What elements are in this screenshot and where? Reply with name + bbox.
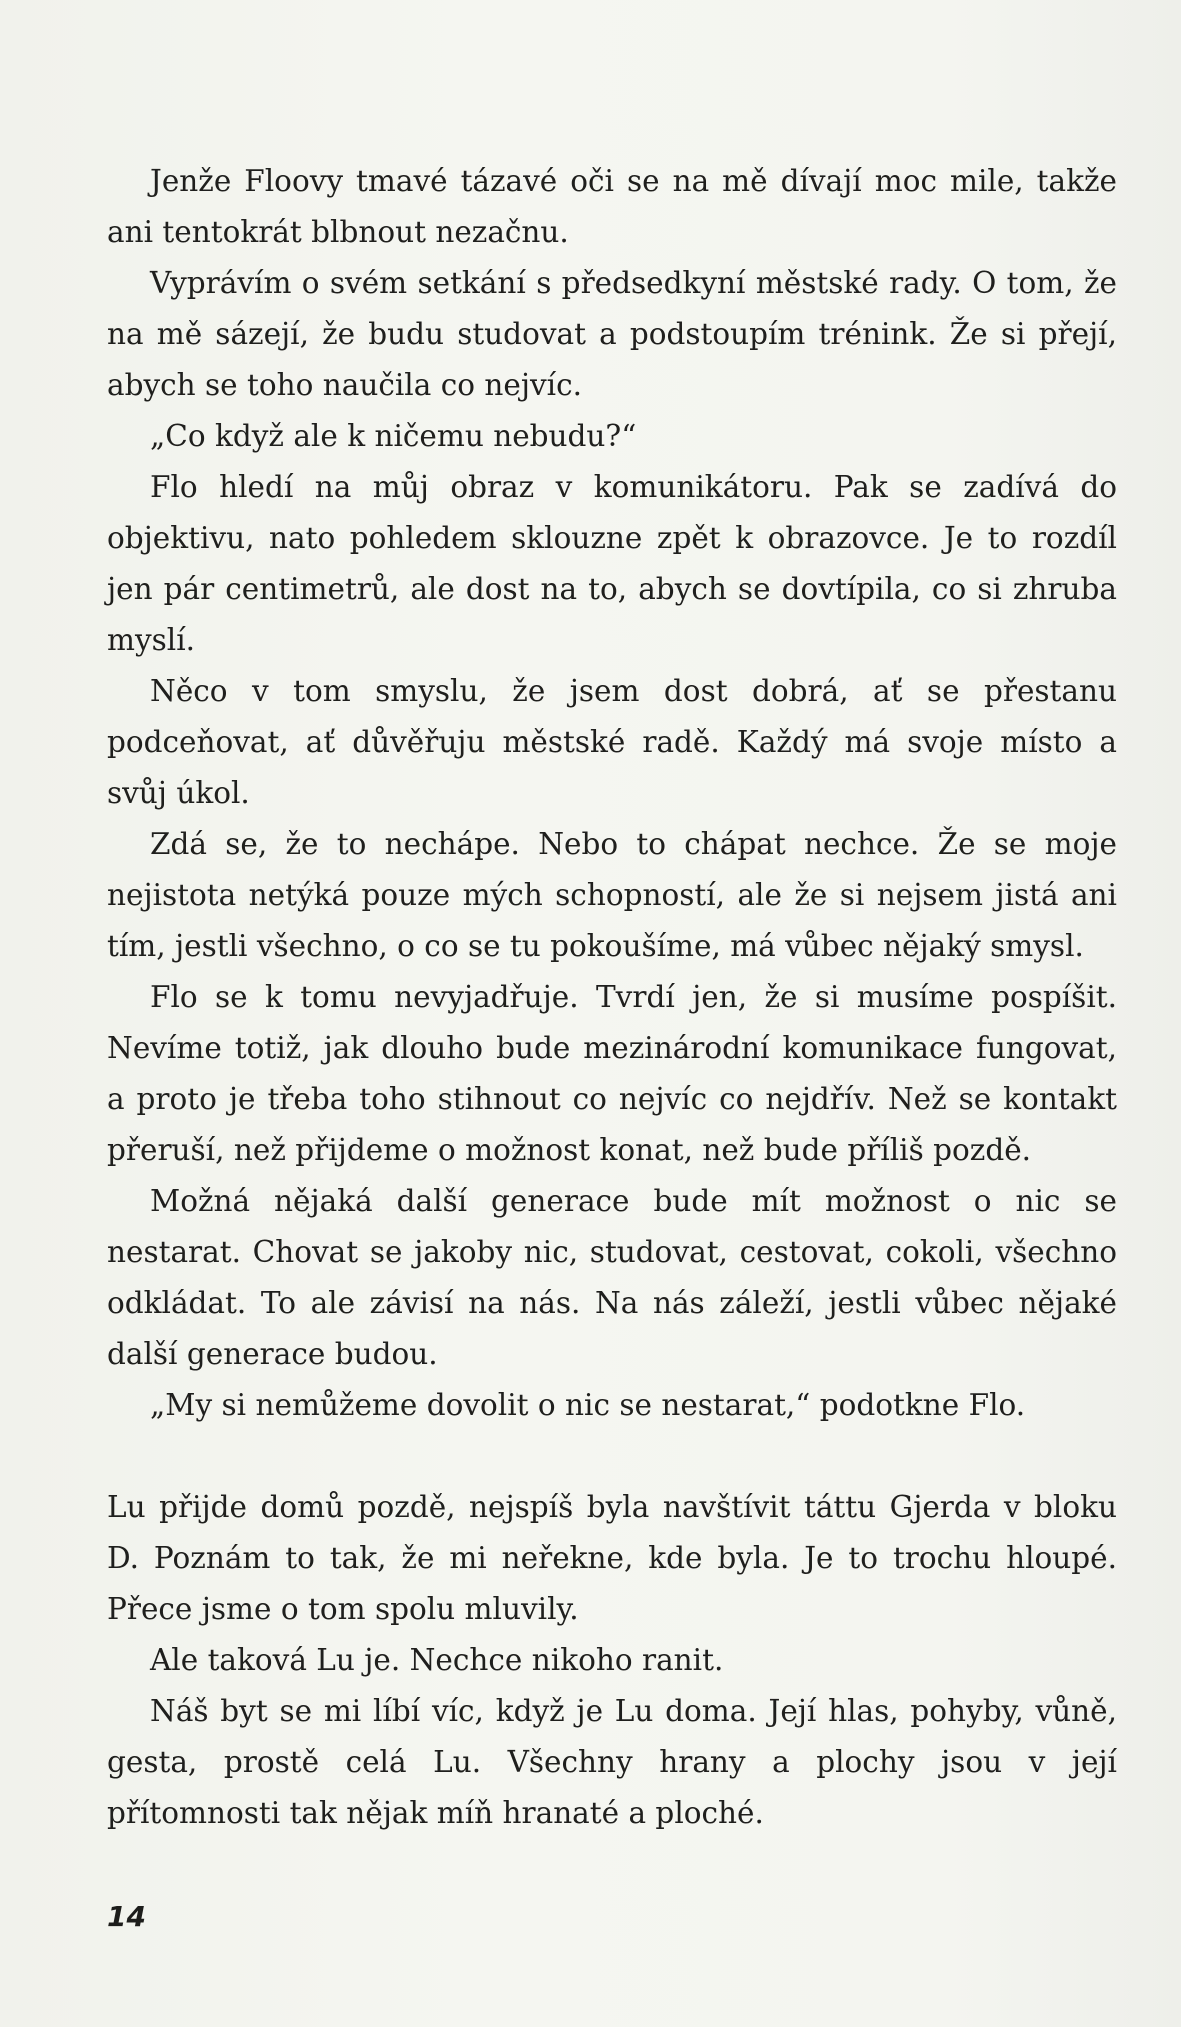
paragraph: Flo hledí na můj obraz v komunikátoru. Pak se zadívá do objektivu, nato pohledem sklouzne zpět k obrazovce. Je to rozdíl jen pár centimetrů, ale dost na to, abych se dovtípila, co si zhruba myslí. bbox=[107, 470, 1117, 657]
paragraph: Možná nějaká další generace bude mít možnost o nic se nestarat. Chovat se jakoby nic, studovat, cestovat, cokoli, všechno odkládat. To ale závisí na nás. Na nás záleží, jestli vůbec nějaké další generace budou. bbox=[107, 1184, 1117, 1371]
paragraph: „Co když ale k ničemu nebudu?“ bbox=[150, 419, 637, 453]
paragraph: Zdá se, že to nechápe. Nebo to chápat nechce. Že se moje nejistota netýká pouze mých schopností, ale že si nejsem jistá ani tím, jestli všechno, o co se tu pokoušíme, má vůbec nějaký smysl. bbox=[107, 827, 1117, 963]
paragraph: „My si nemůžeme dovolit o nic se nestarat,“ podotkne Flo. bbox=[150, 1388, 1026, 1422]
paragraph: Lu přijde domů pozdě, nejspíš byla navštívit táttu Gjerda v bloku D. Poznám to tak, že mi neřekne, kde byla. Je to trochu hloupé. Přece jsme o tom spolu mluvily. bbox=[107, 1490, 1117, 1626]
paragraph: Náš byt se mi líbí víc, když je Lu doma. Její hlas, pohyby, vůně, gesta, prostě celá Lu. Všechny hrany a plochy jsou v její přítomnosti tak nějak míň hranaté a ploché. bbox=[107, 1694, 1117, 1830]
page-number: 14 bbox=[107, 1900, 146, 1933]
body-text bbox=[107, 156, 1117, 1839]
paragraph: Jenže Floovy tmavé tázavé oči se na mě dívají moc mile, takže ani tentokrát blbnout nezačnu. bbox=[107, 164, 1117, 249]
paragraph: Něco v tom smyslu, že jsem dost dobrá, ať se přestanu podceňovat, ať důvěřuju městské radě. Každý má svoje místo a svůj úkol. bbox=[107, 674, 1117, 810]
section-break bbox=[107, 1431, 1117, 1482]
paragraph: Flo se k tomu nevyjadřuje. Tvrdí jen, že si musíme pospíšit. Nevíme totiž, jak dlouho bude mezinárodní komunikace fungovat, a proto je třeba toho stihnout co nejvíc co nejdřív. Než se kontakt přeruší, než přijdeme o možnost konat, než bude příliš pozdě. bbox=[107, 980, 1117, 1167]
paragraph: Ale taková Lu je. Nechce nikoho ranit. bbox=[150, 1643, 724, 1677]
paragraph: Vyprávím o svém setkání s předsedkyní městské rady. O tom, že na mě sázejí, že budu studovat a podstoupím trénink. Že si přejí, abych se toho naučila co nejvíc. bbox=[107, 266, 1117, 402]
